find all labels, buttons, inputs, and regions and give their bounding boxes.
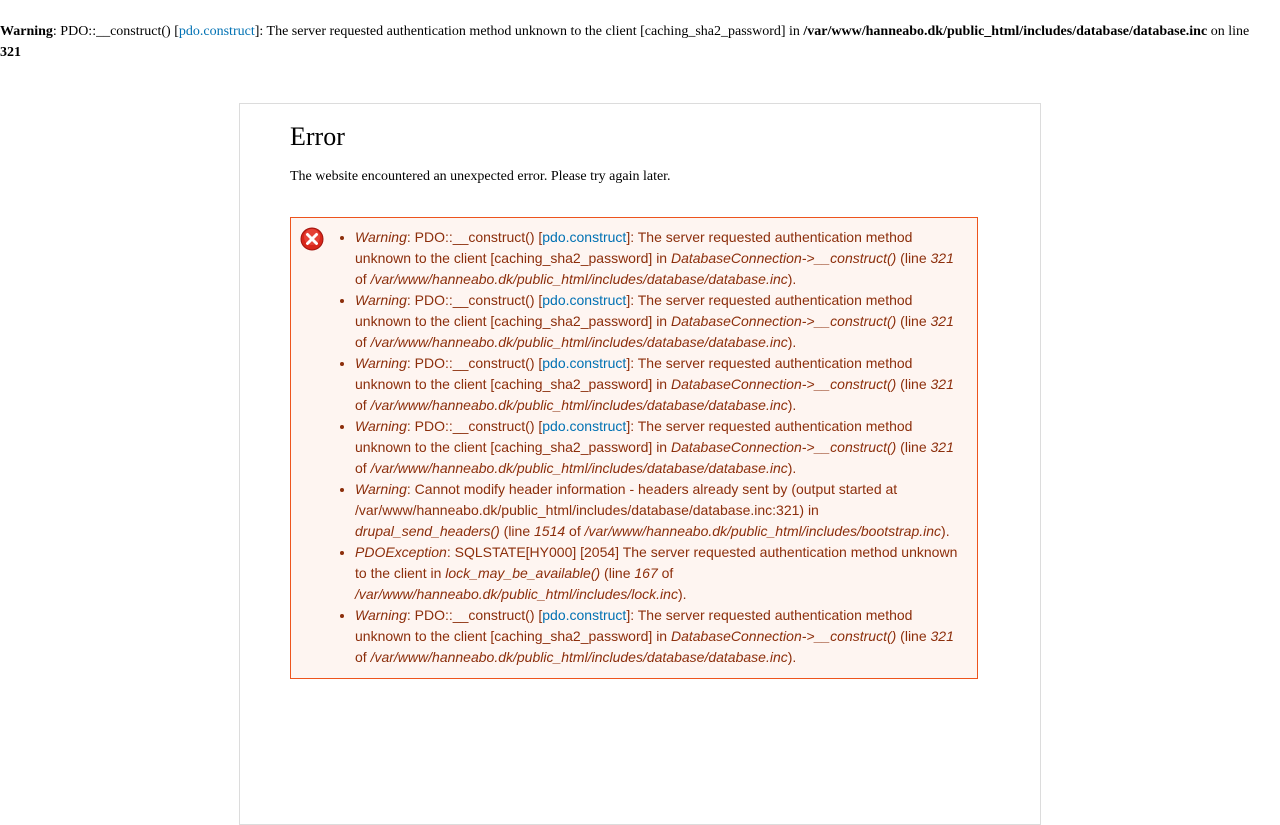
warning-text: ]: The server requested authentication method unknown to the client [caching_sha2_password] in: [254, 24, 804, 39]
msg-text: (line: [896, 376, 931, 392]
msg-func: DatabaseConnection->__construct(): [670, 250, 897, 266]
pdo-construct-link[interactable]: pdo.construct: [542, 292, 627, 308]
msg-text: of: [657, 565, 674, 581]
msg-line: 167: [634, 565, 658, 581]
msg-text: ]: The server requested authentication method unknown to the client [caching_sha2_password] in: [355, 292, 913, 329]
page-title: Error: [290, 122, 345, 151]
msg-text: of: [565, 523, 585, 539]
msg-text: of: [355, 271, 371, 287]
msg-text: : PDO::__construct() [: [406, 607, 543, 623]
msg-func: lock_may_be_available(): [445, 565, 601, 581]
error-icon: [300, 227, 324, 251]
msg-text: ).: [941, 523, 950, 539]
pdo-construct-link[interactable]: pdo.construct: [542, 355, 627, 371]
msg-func: drupal_send_headers(): [355, 523, 500, 539]
msg-text: of: [355, 334, 371, 350]
msg-text: : PDO::__construct() [: [406, 355, 543, 371]
msg-text: ).: [787, 460, 797, 476]
msg-type: Warning: [355, 418, 407, 434]
pdo-construct-link[interactable]: pdo.construct: [542, 229, 627, 245]
error-item: [355, 227, 967, 290]
msg-func: DatabaseConnection->__construct(): [670, 628, 897, 644]
msg-line: 321: [930, 250, 954, 266]
error-item: [355, 479, 967, 542]
msg-file: /var/www/hanneabo.dk/public_html/includes/database/database.inc: [370, 271, 788, 287]
msg-text: ).: [787, 271, 797, 287]
msg-file: /var/www/hanneabo.dk/public_html/includes/lock.inc: [355, 586, 678, 602]
msg-text: : PDO::__construct() [: [406, 418, 543, 434]
msg-text: ).: [787, 334, 797, 350]
error-item: [355, 416, 967, 479]
msg-type: PDOException: [355, 544, 447, 560]
msg-text: : SQLSTATE[HY000] [2054] The server requested authentication method unknown to the client in: [355, 544, 958, 581]
msg-func: DatabaseConnection->__construct(): [670, 376, 897, 392]
msg-type: Warning: [355, 607, 407, 623]
msg-line: 321: [930, 376, 954, 392]
pdo-construct-link[interactable]: pdo.construct: [542, 607, 627, 623]
error-item: [355, 605, 967, 668]
php-warning: [0, 21, 1272, 63]
error-item: [355, 290, 967, 353]
msg-text: (line: [600, 565, 635, 581]
msg-text: ]: The server requested authentication method unknown to the client [caching_sha2_password] in: [355, 418, 913, 455]
msg-type: Warning: [355, 481, 407, 497]
msg-func: DatabaseConnection->__construct(): [670, 313, 897, 329]
msg-text: of: [355, 397, 371, 413]
pdo-construct-link[interactable]: pdo.construct: [542, 418, 627, 434]
msg-func: DatabaseConnection->__construct(): [670, 439, 897, 455]
msg-line: 321: [930, 628, 954, 644]
msg-line: 1514: [534, 523, 566, 539]
msg-line: 321: [930, 439, 954, 455]
error-item: [355, 353, 967, 416]
error-messages: [290, 217, 978, 679]
msg-line: 321: [930, 313, 954, 329]
msg-text: : PDO::__construct() [: [406, 229, 543, 245]
msg-text: ).: [677, 586, 687, 602]
msg-text: (line: [896, 250, 931, 266]
warning-line: 321: [0, 45, 21, 60]
page-description: The website encountered an unexpected error. Please try again later.: [290, 169, 671, 184]
msg-text: : Cannot modify header information - headers already sent by (output started at /var/www/hanneabo.dk/public_html/includes/database/database.inc:321) in: [355, 481, 898, 518]
msg-text: ]: The server requested authentication method unknown to the client [caching_sha2_password] in: [355, 607, 913, 644]
msg-file: /var/www/hanneabo.dk/public_html/includes/database/database.inc: [370, 460, 788, 476]
msg-text: of: [355, 460, 371, 476]
error-item: [355, 542, 967, 605]
msg-text: ).: [787, 649, 797, 665]
msg-file: /var/www/hanneabo.dk/public_html/includes/database/database.inc: [370, 334, 788, 350]
msg-text: (line: [896, 628, 931, 644]
msg-file: /var/www/hanneabo.dk/public_html/includes/bootstrap.inc: [584, 523, 942, 539]
warning-text: on line: [1207, 24, 1250, 39]
msg-text: ]: The server requested authentication method unknown to the client [caching_sha2_password] in: [355, 355, 913, 392]
warning-label: Warning: [0, 24, 53, 39]
pdo-construct-link[interactable]: pdo.construct: [178, 24, 255, 39]
msg-text: ]: The server requested authentication method unknown to the client [caching_sha2_password] in: [355, 229, 913, 266]
warning-file: /var/www/hanneabo.dk/public_html/includes/database/database.inc: [803, 24, 1208, 39]
error-list: [301, 227, 967, 668]
warning-text: : PDO::__construct() [: [52, 24, 179, 39]
msg-text: ).: [787, 397, 797, 413]
msg-file: /var/www/hanneabo.dk/public_html/includes/database/database.inc: [370, 397, 788, 413]
msg-text: of: [355, 649, 371, 665]
msg-text: (line: [896, 439, 931, 455]
msg-type: Warning: [355, 355, 407, 371]
error-page-box: [239, 103, 1041, 825]
msg-file: /var/www/hanneabo.dk/public_html/includes/database/database.inc: [370, 649, 788, 665]
msg-text: (line: [896, 313, 931, 329]
msg-type: Warning: [355, 292, 407, 308]
msg-type: Warning: [355, 229, 407, 245]
msg-text: : PDO::__construct() [: [406, 292, 543, 308]
msg-text: (line: [499, 523, 534, 539]
